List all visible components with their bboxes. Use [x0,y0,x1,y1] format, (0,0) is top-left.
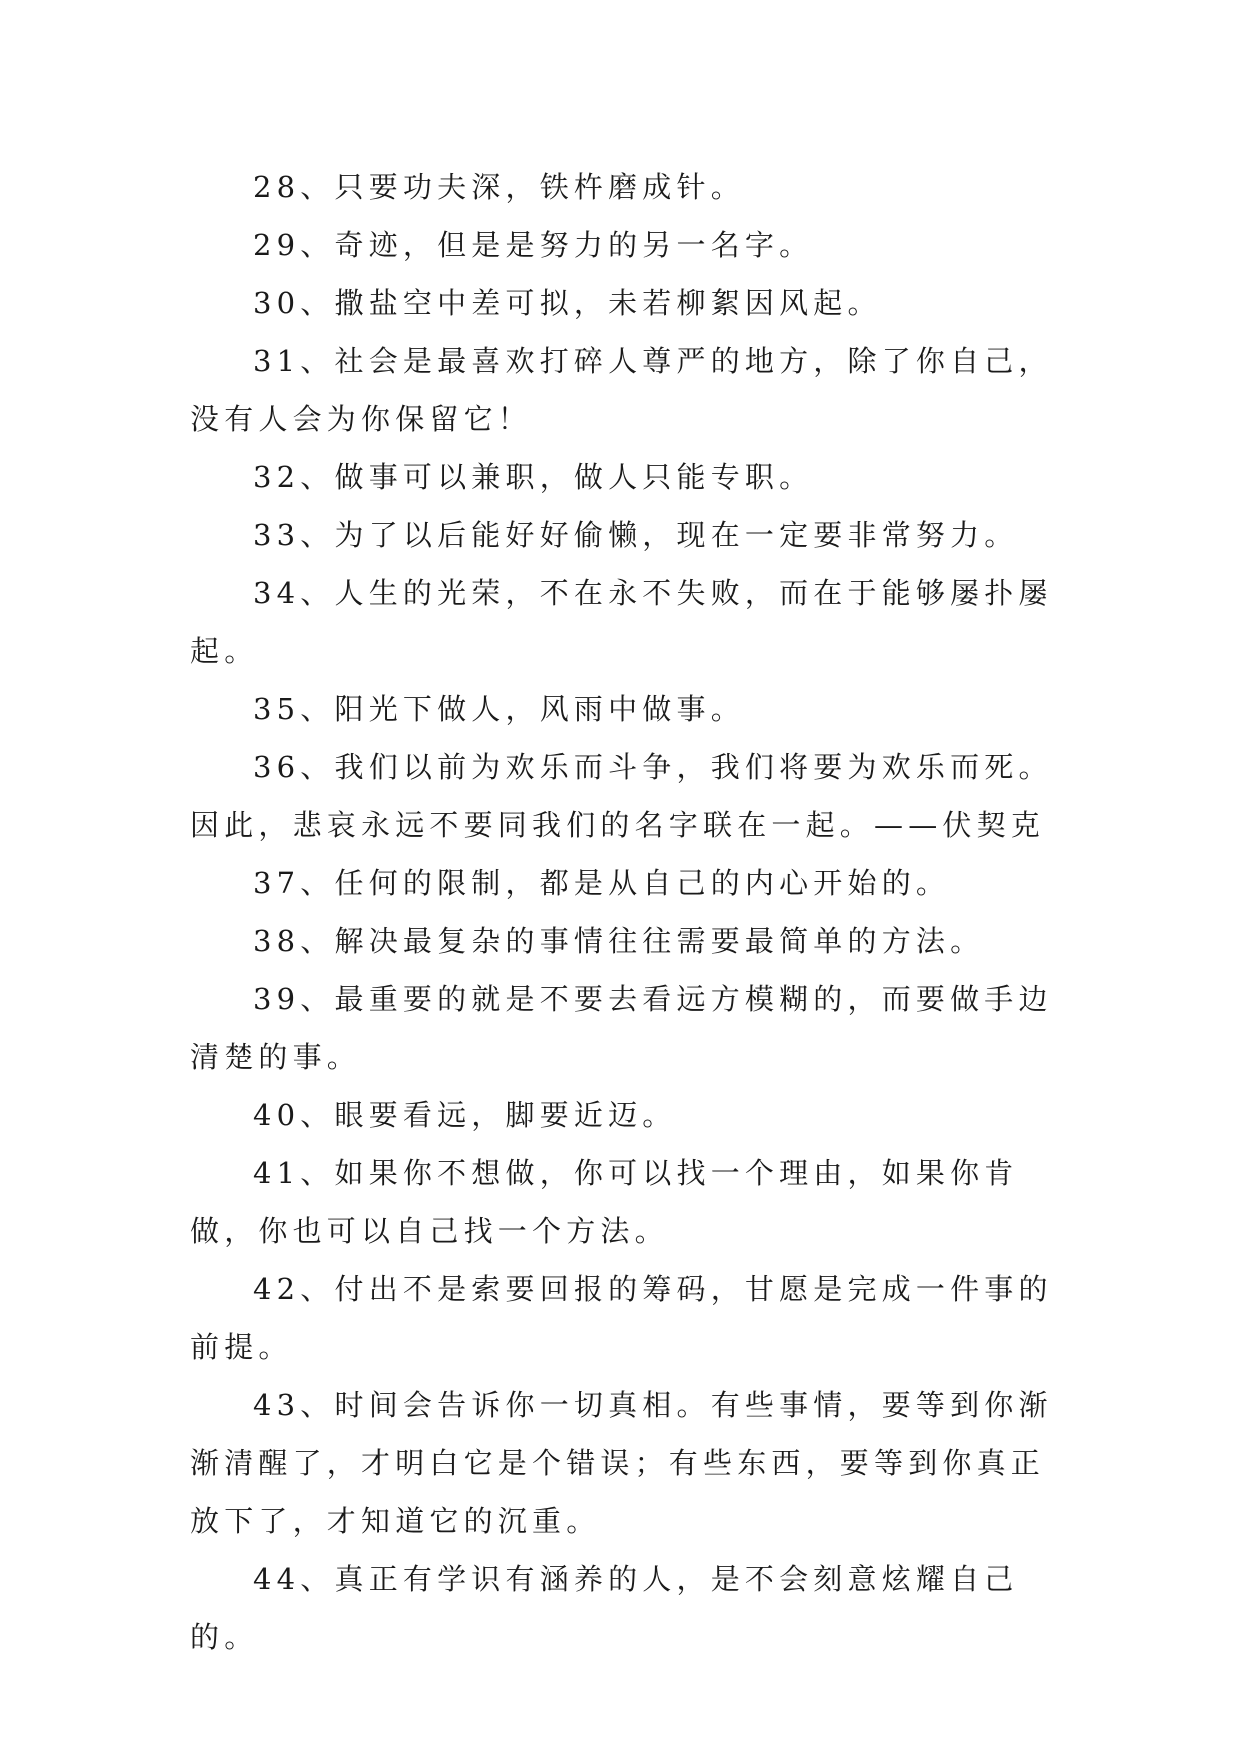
quote-paragraph-37: 37、任何的限制，都是从自己的内心开始的。 [253,866,951,900]
quote-paragraph-40: 40、眼要看远，脚要近迈。 [253,1098,677,1132]
quote-paragraph-43: 43、时间会告诉你一切真相。有些事情，要等到你渐渐清醒了，才明白它是个错误；有些东西，要等到你真正放下了，才知道它的沉重。 [190,1388,1053,1538]
quote-paragraph-44: 44、真正有学识有涵养的人，是不会刻意炫耀自己的。 [190,1562,1019,1654]
quote-paragraph-28: 28、只要功夫深，铁杵磨成针。 [253,170,745,204]
quote-paragraph-39: 39、最重要的就是不要去看远方模糊的，而要做手边清楚的事。 [190,982,1053,1074]
quote-paragraph-32: 32、做事可以兼职，做人只能专职。 [253,460,814,494]
quote-paragraph-29: 29、奇迹，但是是努力的另一名字。 [253,228,814,262]
quote-paragraph-35: 35、阳光下做人，风雨中做事。 [253,692,745,726]
quote-paragraph-41: 41、如果你不想做，你可以找一个理由，如果你肯做，你也可以自己找一个方法。 [190,1156,1019,1248]
quote-paragraph-42: 42、付出不是索要回报的筹码，甘愿是完成一件事的前提。 [190,1272,1053,1364]
quote-paragraph-36: 36、我们以前为欢乐而斗争，我们将要为欢乐而死。因此，悲哀永远不要同我们的名字联在一起。——伏契克 [190,750,1053,842]
quote-paragraph-31: 31、社会是最喜欢打碎人尊严的地方，除了你自己，没有人会为你保留它！ [190,344,1053,436]
document-body [190,158,1060,1666]
quote-paragraph-33: 33、为了以后能好好偷懒，现在一定要非常努力。 [253,518,1019,552]
quote-paragraph-38: 38、解决最复杂的事情往往需要最简单的方法。 [253,924,985,958]
quote-paragraph-30: 30、撒盐空中差可拟，未若柳絮因风起。 [253,286,882,320]
quote-paragraph-34: 34、人生的光荣，不在永不失败，而在于能够屡扑屡起。 [190,576,1053,668]
